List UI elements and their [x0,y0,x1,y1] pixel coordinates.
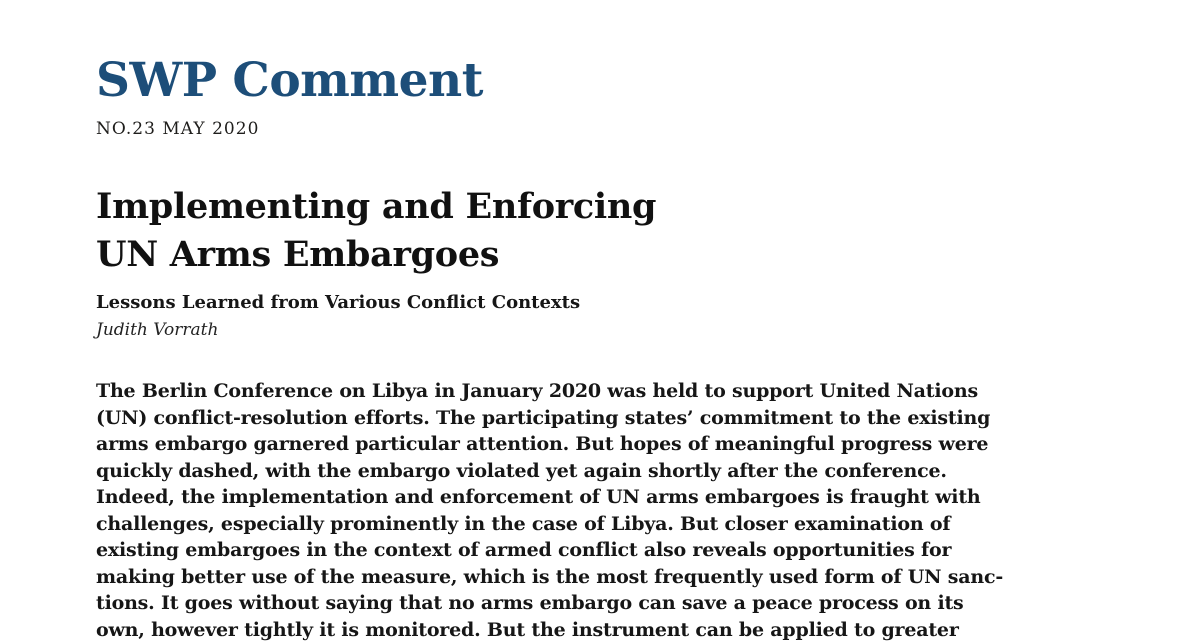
masthead-title: SWP Comment [96,56,1104,106]
abstract-paragraph [96,378,1104,643]
issue-date-line: NO.23 MAY 2020 [96,119,1104,140]
abstract-line: challenges, especially prominently in the case of Libya. But closer examination of [96,511,1104,538]
article-title-line-1: Implementing and Enforcing [96,186,656,227]
article-author: Judith Vorrath [96,319,1104,341]
abstract-line: (UN) conflict-resolution efforts. The participating states’ commitment to the existing [96,405,1104,432]
abstract-line: existing embargoes in the context of armed conflict also reveals opportunities for [96,537,1104,564]
abstract-line: Indeed, the implementation and enforcement of UN arms embargoes is fraught with [96,484,1104,511]
article-title [96,183,1104,279]
article-title-line-2: UN Arms Embargoes [96,234,499,275]
abstract-line: own, however tightly it is monitored. But the instrument can be applied to greater [96,617,1104,643]
abstract-line: tions. It goes without saying that no arms embargo can save a peace process on its [96,590,1104,617]
abstract-line: arms embargo garnered particular attention. But hopes of meaningful progress were [96,431,1104,458]
abstract-line: The Berlin Conference on Libya in January 2020 was held to support United Nations [96,378,1104,405]
abstract-line: making better use of the measure, which is the most frequently used form of UN sanc- [96,564,1104,591]
article-subtitle: Lessons Learned from Various Conflict Contexts [96,292,1104,314]
abstract-line: quickly dashed, with the embargo violated yet again shortly after the conference. [96,458,1104,485]
